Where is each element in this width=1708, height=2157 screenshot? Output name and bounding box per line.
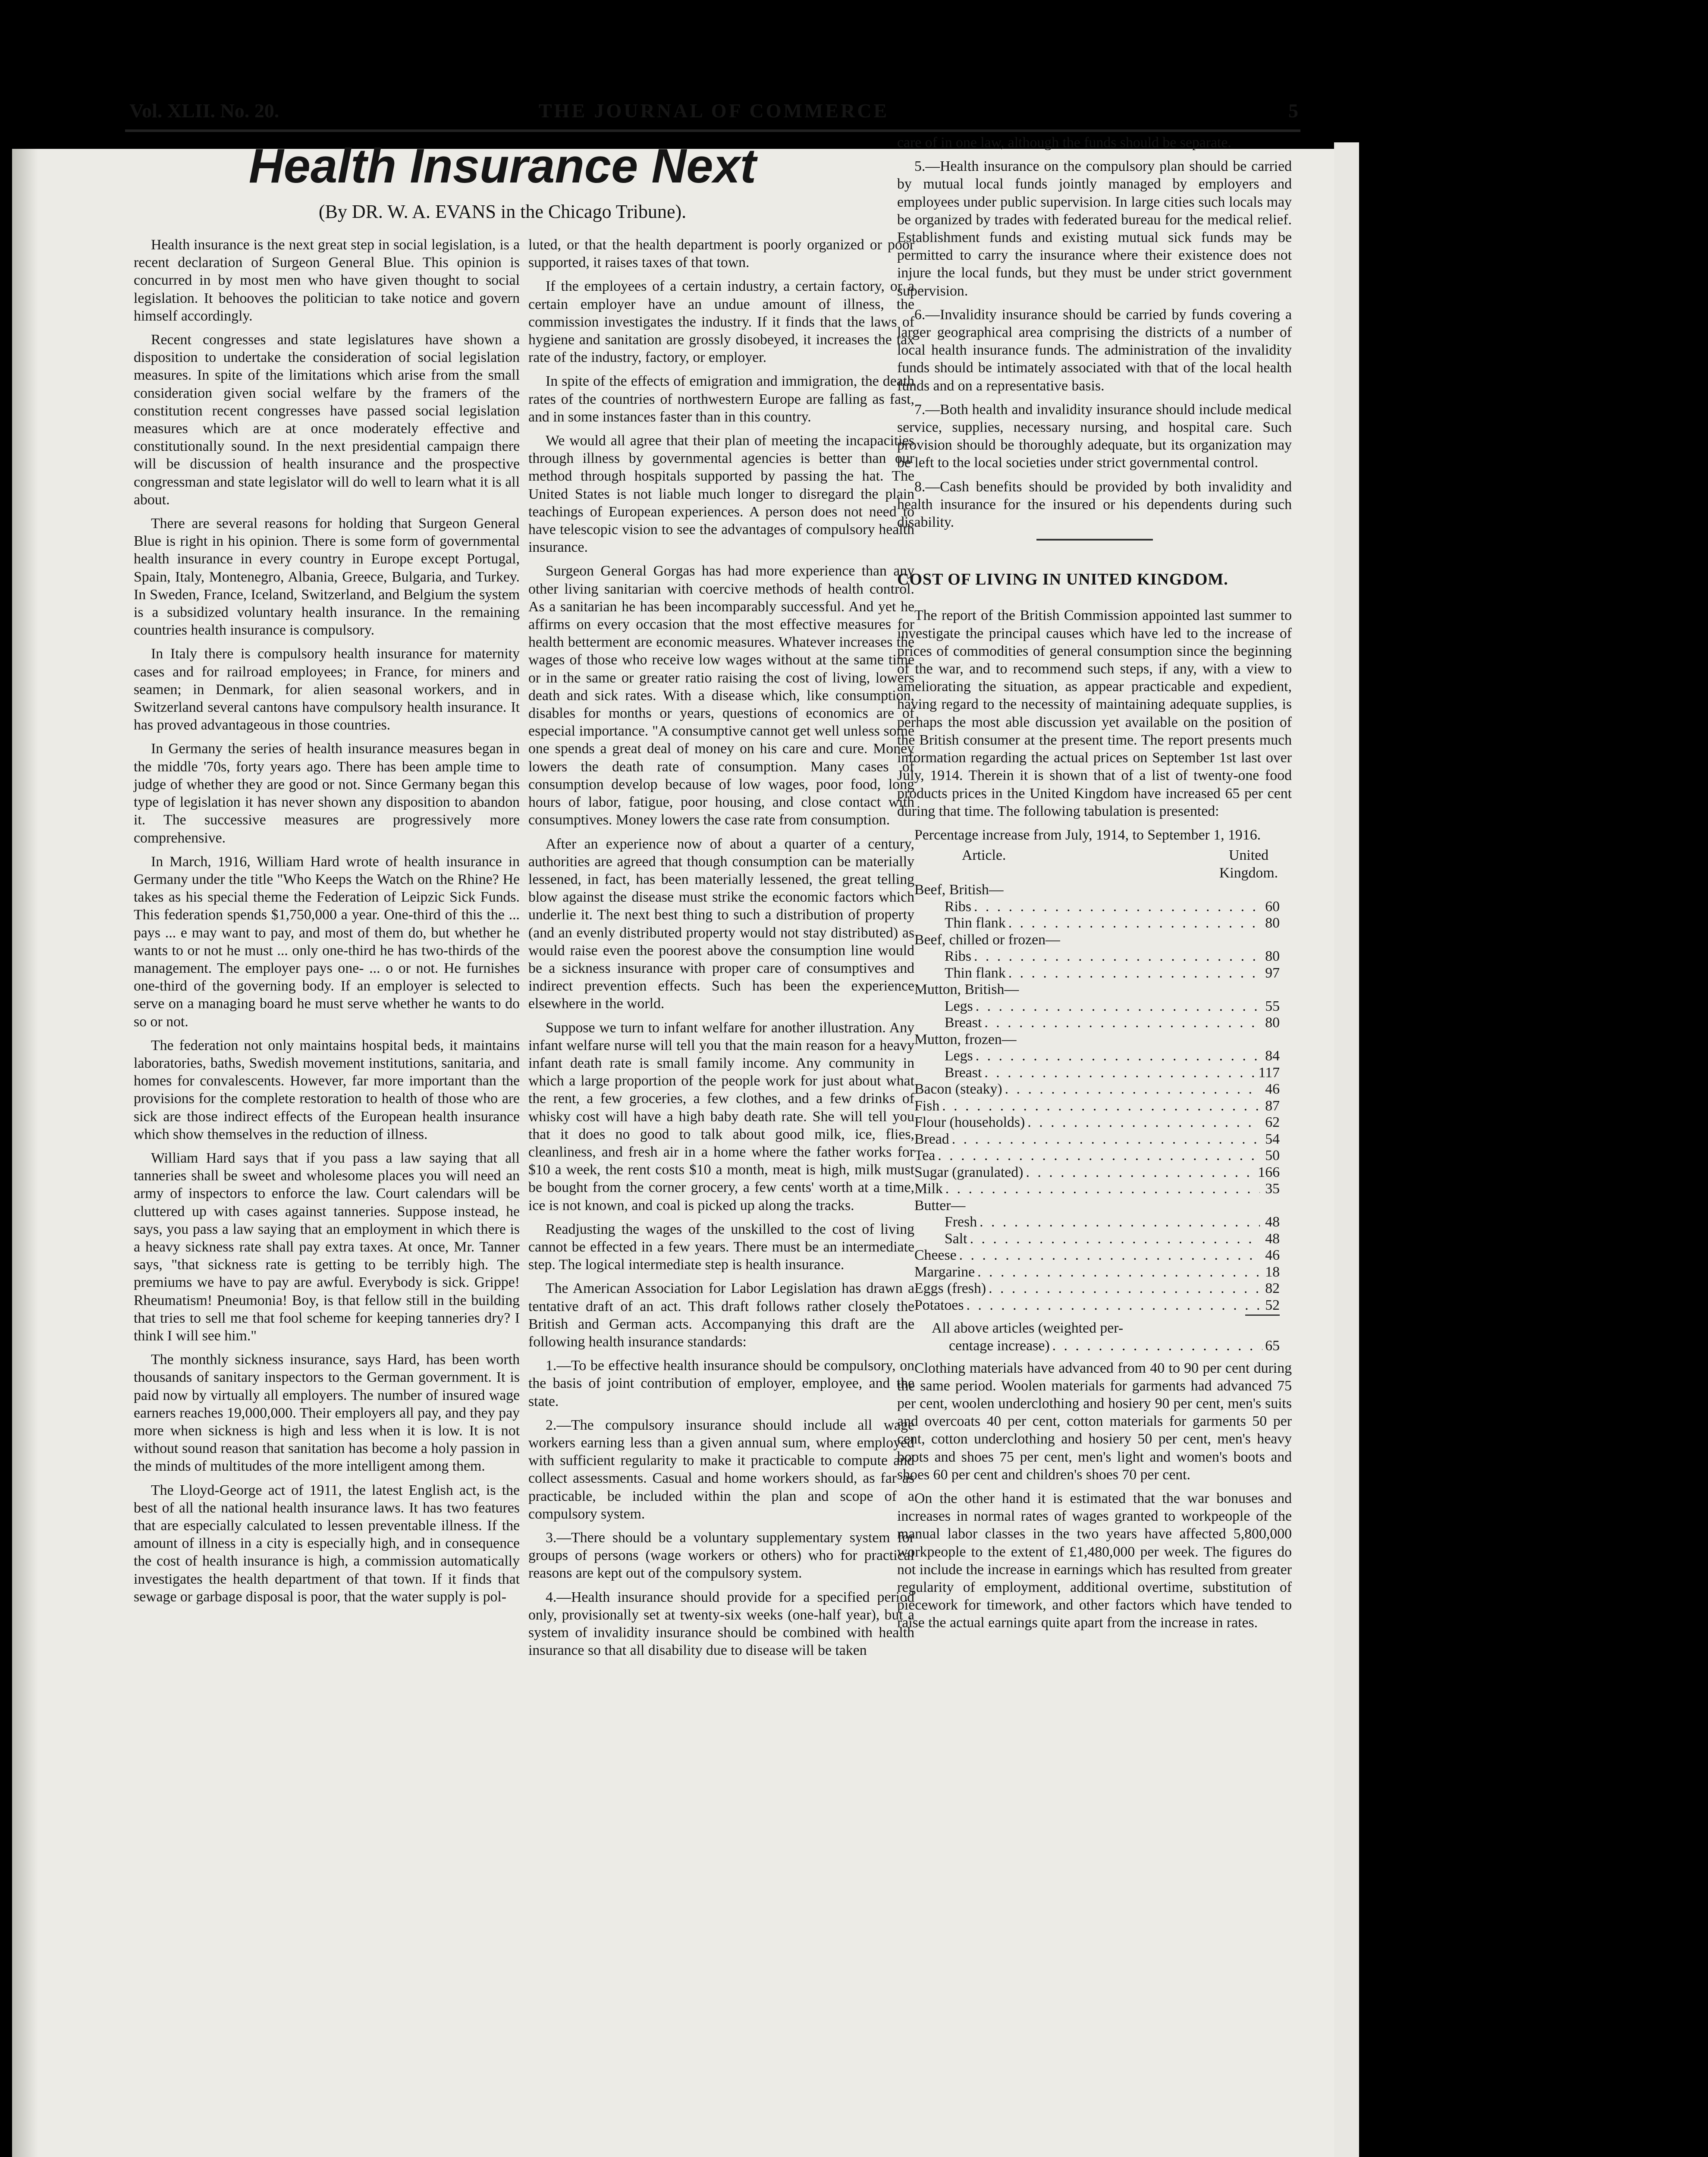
row-name: Salt [945,1230,967,1247]
row-name: Thin flank [945,915,1006,931]
paragraph: The Lloyd-George act of 1911, the latest English act, is the best of all the national health insurance laws. It has two features that are especially calculated to lessen preventable illness. If the amount of illness in a city is especially high, and in consequence the cost of health insurance is high, a commission automatically investigates the health department of that town. If it finds that sewage or garbage disposal is poor, that the water supply is pol- [134,1482,520,1605]
page-number: 5 [1288,100,1298,122]
paragraph: 3.—There should be a voluntary supplementary system for groups of persons (wage workers or others) who for practical reasons are kept out of the compulsory system. [528,1530,914,1582]
row-name: Ribs [945,948,971,965]
table-row [897,898,1292,915]
page-header [129,99,1298,129]
paragraph: 6.—Invalidity insurance should be carried by funds covering a larger geographical area comprising the districts of a number of local health insurance funds. The administration of the invalidity funds should be intimately associated with that of the local health funds and on a representative basis. [897,306,1292,394]
row-value: 50 [1265,1148,1280,1164]
table-row [897,981,1292,997]
row-value: 55 [1265,998,1280,1014]
row-name: Eggs (fresh) [914,1280,986,1297]
row-value: 52 [1265,1297,1280,1313]
row-value: 48 [1265,1214,1280,1230]
row-value: 166 [1258,1164,1280,1180]
row-name: Margarine [914,1264,975,1280]
table-total [897,1319,1292,1355]
row-value: 80 [1265,1015,1280,1031]
paragraph: care of in one law, although the funds should be separate. [897,135,1231,151]
price-table [897,881,1292,1313]
paragraph: Surgeon General Gorgas has had more experience than any other living sanitarian with coercive methods of health control. As a sanitarian he has been incomparably successful. And yet he affirms on every occasion that the most effective measures for health betterment are economic measures. Whatever increases the wages of those who receive low wages without at the same time or in the same or greater ratio raising the cost of living, lowers death and sick rates. With a disease which, like consumption, disables for months or years, questions of economics are of especial importance. "A consumptive cannot get well unless some one spends a great deal of money on his care and cure. Money lowers the death rate of consumption. Many cases of consumption develop because of low wages, poor food, long hours of labor, fatigue, poor housing, and close contact with consumptives. Money lowers the case rate from consumption. [528,563,914,828]
row-name: Mutton, British— [914,981,1019,998]
table-row [897,1080,1292,1097]
total-label-line-2: centage increase) [949,1338,1050,1354]
table-row [897,914,1292,931]
row-name: Butter— [914,1197,966,1214]
total-value: 65 [1265,1338,1280,1354]
article-byline: (By DR. W. A. EVANS in the Chicago Tribune). [318,201,687,222]
paragraph: The federation not only maintains hospital beds, it maintains laboratories, baths, Swedish movement institutions, sanitaria, and homes for convalescents. However, far more important than the provisions for the complete restoration to health of those who are sick are those indirect effects of the European health insurance which show themselves in the reduction of illness. [134,1037,520,1142]
table-row [897,1230,1292,1247]
paragraph: 5.—Health insurance on the compulsory plan should be carried by mutual local funds jointly managed by employers and employees under public supervision. In large cities such locals may be organized by trades with federated bureau for the medical relief. Establishment funds and existing mutual sick funds may be permitted to carry the insurance where their existence does not injure the local funds, but they must be under strict government supervision. [897,158,1292,299]
row-value: 46 [1265,1247,1280,1264]
row-value: 35 [1265,1181,1280,1197]
row-name: Milk [914,1181,943,1197]
table-row [897,1113,1292,1130]
table-row [897,1047,1292,1064]
paragraph: 4.—Health insurance should provide for a specified period only, provisionally set at twenty-six weeks (one-half year), but a system of invalidity insurance should be combined with health insurance so that all disability due to disease will be taken [528,1589,914,1659]
paragraph: In Italy there is compulsory health insurance for maternity cases and for railroad employees; in France, for miners and seamen; in Denmark, for alien seasonal workers, and in Switzerland several cantons have compulsory health insurance. It has proved advantageous in those countries. [134,646,520,733]
table-row [897,881,1292,898]
paragraph: luted, or that the health department is poorly organized or poor supported, it raises taxes of that town. [528,237,914,271]
table-row [897,1031,1292,1047]
paragraph: Clothing materials have advanced from 40 to 90 per cent during the same period. Woolen materials for garments had advanced 75 per cent, woolen underclothing and hosiery 90 per cent, men's suits and overcoats 40 per cent, cotton materials for garments 50 per cent, cotton underclothing and hosiery 50 per cent, men's heavy boots and shoes 75 per cent, men's light and women's boots and shoes 60 per cent and children's shoes 70 per cent. [897,1360,1292,1483]
row-value: 48 [1265,1230,1280,1247]
table-row [897,947,1292,964]
row-name: Flour (households) [914,1114,1025,1131]
row-name: Bread [914,1131,949,1147]
table-row [897,997,1292,1014]
paragraph: 2.—The compulsory insurance should include all wage workers earning less than a given annual sum, where employed with sufficient regularity to make it practicable to compute and collect assessments. Casual and home workers should, as far as practicable, be included within the plan and scope of a compulsory system. [528,1417,914,1522]
table-row [897,931,1292,948]
paragraph: In spite of the effects of emigration and immigration, the death rates of the countries of northwestern Europe are falling as fast, and in some instances faster than in this country. [528,373,914,425]
table-row [897,1130,1292,1147]
row-name: Potatoes [914,1297,964,1313]
paragraph: 8.—Cash benefits should be provided by both invalidity and health insurance for the insured or his dependents during such disability. [897,478,1292,531]
paragraph: If the employees of a certain industry, a certain factory, or a certain employer have an undue amount of illness, the commission investigates the industry. If it finds that the laws of hygiene and sanitation are grossly disobeyed, it increases the tax rate of the industry, factory, or employer. [528,278,914,366]
paragraph: 7.—Both health and invalidity insurance should include medical service, supplies, necessary nursing, and hospital care. Such provision should be thoroughly adequate, but its organization may be left to the local societies under strict governmental control. [897,401,1292,471]
section-title: COST OF LIVING IN UNITED KINGDOM. [897,570,1228,589]
table-row [897,964,1292,981]
column-header-uk: United Kingdom. [1219,847,1278,881]
section-divider [1036,539,1153,541]
table-row [897,1064,1292,1081]
table-caption: Percentage increase from July, 1914, to September 1, 1916. [914,827,1261,843]
paragraph: We would all agree that their plan of meeting the incapacities through illness by governmental agencies is better than our method through hospitals supported by passing the hat. The United States is not liable much longer to disregard the plain teachings of European experiences. A person does not need to have telescopic vision to see the advantages of compulsory health insurance. [528,433,914,556]
table-row [897,1280,1292,1296]
row-name: Legs [945,998,973,1014]
journal-title: THE JOURNAL OF COMMERCE [538,100,889,122]
row-value: 60 [1265,898,1280,915]
row-name: Breast [945,1064,982,1081]
table-row [897,1197,1292,1214]
row-name: Sugar (granulated) [914,1164,1024,1180]
adjacent-page-edge [1334,142,1359,2157]
table-row [897,1246,1292,1263]
table-row [897,1180,1292,1197]
row-name: Legs [945,1048,973,1064]
paragraph: Readjusting the wages of the unskilled to the cost of living cannot be effected in a few years. There must be an intermediate step. The logical intermediate step is health insurance. [528,1221,914,1273]
article-column-1 [134,236,520,1612]
row-name: Breast [945,1015,982,1031]
paragraph: 1.—To be effective health insurance should be compulsory, on the basis of joint contribution of employer, employee, and the state. [528,1358,914,1409]
table-row [897,1263,1292,1280]
paragraph: Health insurance is the next great step in social legislation, is a recent declaration of Surgeon General Blue. This opinion is concurred in by most men who have given thought to social legislation. It behooves the politician to take notice and govern himself accordingly. [134,237,520,324]
article-column-2 [528,236,914,1665]
column-header-article: Article. [962,847,1006,864]
paragraph: The report of the British Commission appointed last summer to investigate the principal causes which have led to the increase of prices of commodities of general consumption since the beginning of the war, and to recommend such steps, if any, with a view to ameliorating the situation, as appear practicable and expedient, having regard to the necessity of maintaining adequate supplies, is perhaps the most able discussion yet available on the position of the British consumer at the present time. The report presents much information regarding the actual prices on September 1st last over July, 1914. Therein it is shown that of a list of twenty-one food products prices in the United Kingdom have increased 65 per cent during that time. The following tabulation is presented: [897,607,1292,819]
row-name: Beef, chilled or frozen— [914,931,1060,948]
table-header [897,846,1292,881]
row-name: Thin flank [945,965,1006,981]
row-value: 87 [1265,1097,1280,1114]
row-value: 80 [1265,915,1280,931]
row-name: Beef, British— [914,882,1004,898]
row-value: 46 [1265,1081,1280,1097]
row-value: 82 [1265,1280,1280,1297]
row-value: 18 [1265,1264,1280,1280]
row-name: Mutton, frozen— [914,1031,1017,1047]
paragraph: Recent congresses and state legislatures have shown a disposition to undertake the consideration of social legislation measures. In spite of the limitations which arise from the small consideration given social welfare by the framers of the constitution recent congresses have passed social legislation measures which are at once moderately effective and constitutionally sound. In the next presidential campaign there will be discussion of health insurance and the prospective congressman and state legislator will do well to learn what it is all about. [134,332,520,508]
row-name: Tea [914,1148,936,1164]
paragraph: The American Association for Labor Legislation has drawn a tentative draft of an act. This draft follows rather closely the British and German acts. Accompanying this draft are the following health insurance standards: [528,1280,914,1350]
paragraph: In Germany the series of health insurance measures began in the middle '70s, forty years ago. There has been ample time to judge of whether they are good or not. Since Germany began this type of legislation it has never shown any disposition to abandon it. The successive measures are progressively more comprehensive. [134,741,520,846]
row-value: 80 [1265,948,1280,965]
row-value: 117 [1258,1064,1280,1081]
header-rule [125,129,1300,132]
table-row [897,1296,1292,1313]
row-value: 54 [1265,1131,1280,1147]
paragraph: After an experience now of about a quarter of a century, authorities are agreed that though consumption can be materially lessened, in fact, has been materially lessened, the great telling blow against the disease must strike the economic factors which underlie it. The next best thing to such a distribution of property (and an evenly distributed property would not stay distributed) as would raise even the poorest above the consumption line would be a sickness insurance with proper care of consumptives and indirect prevention effects. Such has been the experience elsewhere in the world. [528,836,914,1012]
row-value: 62 [1265,1114,1280,1131]
row-name: Ribs [945,898,971,915]
table-row [897,1147,1292,1163]
row-name: Fresh [945,1214,977,1230]
table-row [897,1163,1292,1180]
table-row [897,1213,1292,1230]
row-name: Bacon (steaky) [914,1081,1002,1097]
paragraph: The monthly sickness insurance, says Hard, has been worth thousands of sanitary inspectors to the German government. It is paid now by virtually all employers. The number of insured wage earners reaches 19,000,000. Their employers all pay, and they pay more when sickness is high and less when it is low. It is not without sound reason that sanitation has become a holy passion in the minds of multitudes of the more intelligent among them. [134,1352,520,1475]
row-name: Cheese [914,1247,957,1264]
paragraph: Suppose we turn to infant welfare for another illustration. Any infant welfare nurse will tell you that the main reason for a heavy infant death rate is small family income. Any community in which a large proportion of the people work for just about what the rent, a few groceries, a few clothes, and a few drinks of whisky cost will have a high baby death rate. She will tell you that it does no good to talk about good milk, ice, flies, cleanliness, and fresh air in a home where the father works for $10 a week, the rent costs $10 a month, meat is high, milk must be bought from the corner grocery, a few cents' worth at a time, ice is not known, and coal is picked up along the tracks. [528,1019,914,1214]
sum-rule [1245,1314,1280,1316]
paragraph: In March, 1916, William Hard wrote of health insurance in Germany under the title "Who Keeps the Watch on the Rhine? He takes as his special theme the Federation of Leipzic Sick Funds. This federation spends $1,750,000 a year. One-third of this the ... pays ... e may want to pay, and most of them do, but whether he wants to or not he must ... only one-third he has two-thirds of the management. The employer pays one- ... o or not. He furnishes one-third of the governing body. If an employer is selected to serve on a managing board he must serve whether he wants to do so or not. [134,853,520,1030]
paragraph: William Hard says that if you pass a law saying that all tanneries shall be sweet and wholesome places you will need an army of inspectors to enforce the law. Court calendars will be cluttered up with cases against tanneries. Suppose instead, he says, you pass a law saying that an employment in which there is a heavy sickness rate shall pay extra taxes. At once, Mr. Tanner says, "that sickness rate is getting to be terribly high. The premiums we have to pay are awful. Everybody is sick. Grippe! Rheumatism! Pneumonia! Boy, is that fellow still in the building that tries to sell me that fool scheme for keeping tanneries dry? I think I will see him." [134,1150,520,1344]
volume-number: Vol. XLII. No. 20. [129,100,279,122]
table-row [897,1014,1292,1031]
paragraph: There are several reasons for holding that Surgeon General Blue is right in his opinion. There is some form of governmental health insurance in every country in Europe except Portugal, Spain, Italy, Montenegro, Albania, Greece, Bulgaria, and Turkey. In Sweden, France, Iceland, Switzerland, and Belgium the system is a subsidized voluntary health insurance. In the remaining countries health insurance is compulsory. [134,516,520,638]
table-row [897,1097,1292,1114]
row-name: Fish [914,1097,940,1114]
paragraph: On the other hand it is estimated that the war bonuses and increases in normal rates of wages granted to workpeople of the manual labor classes in the two years have affected 5,800,000 workpeople to the extent of £1,480,000 per week. The figures do not include the increase in earnings which has resulted from greater regularity of employment, additional overtime, substitution of piecework for timework, and other factors which have tended to raise the actual earnings quite apart from the increase in rates. [897,1490,1292,1631]
article-column-3 [897,134,1292,1638]
row-value: 84 [1265,1048,1280,1064]
article-headline: Health Insurance Next [248,139,757,193]
total-label-line-1: All above articles (weighted per- [932,1320,1124,1336]
row-value: 97 [1265,965,1280,981]
